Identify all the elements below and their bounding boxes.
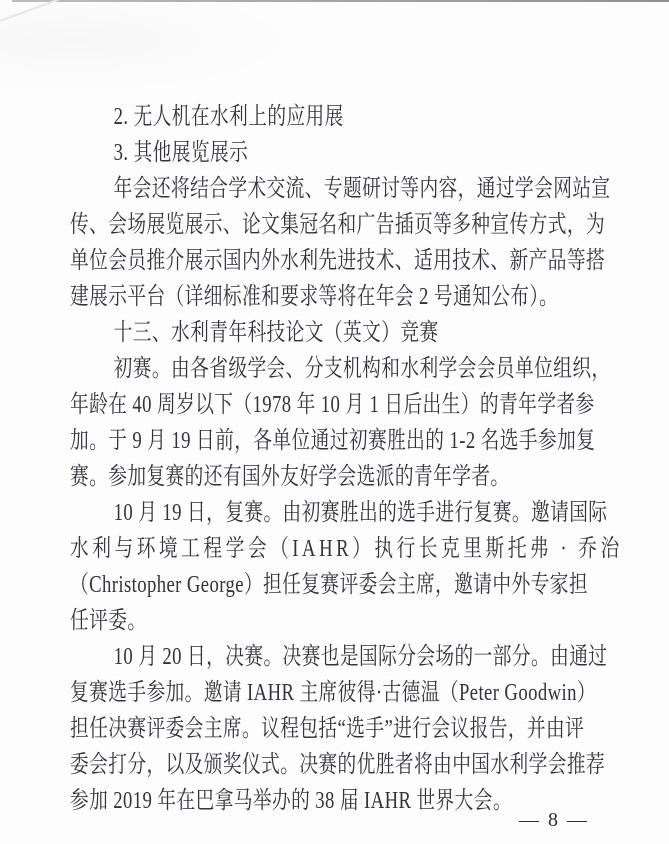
text-line: 水利与环境工程学会（IAHR）执行长克里斯托弗 · 乔治: [70, 536, 623, 562]
text-line: 参加 2019 年在巴拿马举办的 38 届 IAHR 世界大会。: [70, 788, 513, 814]
text-line: 年龄在 40 周岁以下（1978 年 10 月 1 日后出生）的青年学者参: [70, 392, 595, 418]
list-item-3: 3. 其他展览展示: [113, 140, 249, 166]
list-item-2: 2. 无人机在水利上的应用展: [113, 104, 344, 130]
text-line: 任评委。: [70, 608, 147, 634]
text-line: 初赛。由各省级学会、分支机构和水利学会会员单位组织，: [113, 356, 611, 382]
text-line: （Christopher George）担任复赛评委会主席，邀请中外专家担: [70, 572, 588, 598]
text-line: 10 月 20 日，决赛。决赛也是国际分会场的一部分。由通过: [113, 644, 608, 670]
section-heading: 十三、水利青年科技论文（英文）竞赛: [113, 320, 439, 346]
document-body-text: [70, 99, 665, 819]
text-line: 建展示平台（详细标准和要求等将在年会 2 号通知公布）。: [70, 284, 559, 310]
text-line: 担任决赛评委会主席。议程包括“选手”进行会议报告，并由评: [70, 716, 585, 742]
page-number: — 8 —: [519, 809, 589, 831]
text-line: 10 月 19 日，复赛。由初赛胜出的选手进行复赛。邀请国际: [113, 500, 608, 526]
text-line: 单位会员推介展示国内外水利先进技术、适用技术、新产品等搭: [70, 248, 606, 274]
text-line: 传、会场展览展示、论文集冠名和广告插页等多种宣传方式，为: [70, 212, 606, 238]
scan-edge-line: [12, 0, 669, 2]
text-line: 年会还将结合学术交流、专题研讨等内容，通过学会网站宣: [113, 176, 611, 202]
text-line: 委会打分，以及颁奖仪式。决赛的优胜者将由中国水利学会推荐: [70, 752, 606, 778]
text-line: 赛。参加复赛的还有国外友好学会选派的青年学者。: [70, 464, 510, 490]
text-line: 加。于 9 月 19 日前，各单位通过初赛胜出的 1-2 名选手参加复: [70, 428, 596, 454]
text-line: 复赛选手参加。邀请 IAHR 主席彼得·古德温（Peter Goodwin）: [70, 680, 596, 706]
scan-noise: [0, 4, 300, 94]
